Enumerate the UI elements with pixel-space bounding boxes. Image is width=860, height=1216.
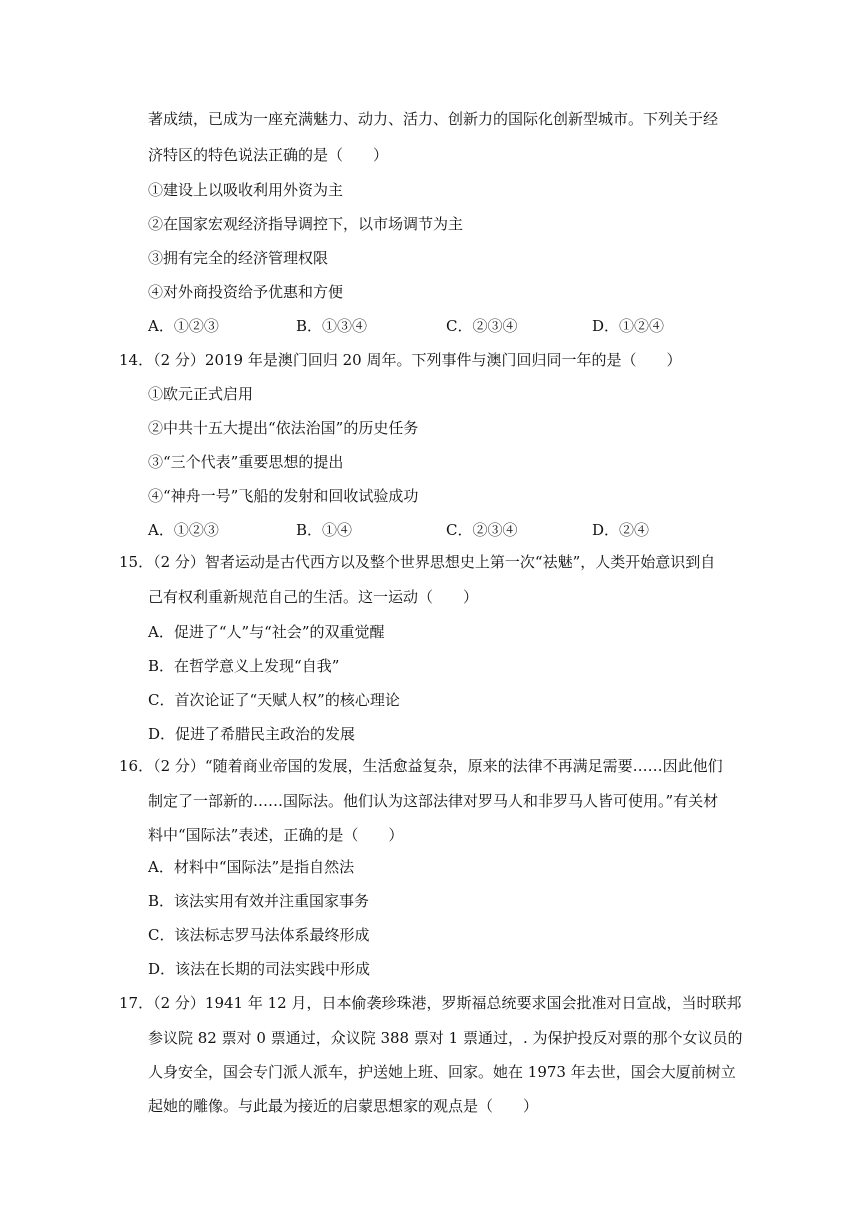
q13-option-b: B．①③④ — [296, 317, 368, 335]
q13-option-a: A．①②③ — [148, 317, 219, 335]
q16-stem-line-1: 16．（2 分）“随着商业帝国的发展，生活愈益复杂，原来的法律不再满足需要……因此他们 — [119, 757, 723, 775]
q15-stem-line-1: 15．（2 分）智者运动是古代西方以及整个世界思想史上第一次“祛魅”，人类开始意识到自 — [119, 553, 716, 571]
q17-stem-line-1: 17．（2 分）1941 年 12 月，日本偷袭珍珠港，罗斯福总统要求国会批准对日宣战，当时联邦 — [119, 994, 742, 1012]
q13-continuation-line-2: 济特区的特色说法正确的是（ ） — [148, 146, 389, 164]
q15-option-a: A．促进了“人”与“社会”的双重觉醒 — [148, 623, 385, 641]
q16-option-a: A．材料中“国际法”是指自然法 — [148, 858, 355, 876]
q15-option-d: D．促进了希腊民主政治的发展 — [148, 725, 356, 743]
q15-stem-line-2: 己有权利重新规范自己的生活。这一运动（ ） — [148, 588, 479, 606]
q13-item-2: ②在国家宏观经济指导调控下，以市场调节为主 — [148, 215, 464, 233]
q16-option-d: D．该法在长期的司法实践中形成 — [148, 960, 371, 978]
q13-item-1: ①建设上以吸收利用外资为主 — [148, 181, 344, 199]
q13-option-d: D．①②④ — [592, 317, 665, 335]
q15-option-c: C．首次论证了“天赋人权”的核心理论 — [148, 691, 400, 709]
q17-stem-line-4: 起她的雕像。与此最为接近的启蒙思想家的观点是（ ） — [148, 1097, 539, 1115]
q13-item-4: ④对外商投资给予优惠和方便 — [148, 283, 344, 301]
q14-option-d: D．②④ — [592, 521, 650, 539]
q16-stem-line-2: 制定了一部新的……国际法。他们认为这部法律对罗马人和非罗马人皆可使用。”有关材 — [148, 792, 719, 810]
q16-option-c: C．该法标志罗马法体系最终形成 — [148, 926, 370, 944]
q16-option-b: B．该法实用有效并注重国家事务 — [148, 892, 370, 910]
q17-stem-line-3: 人身安全，国会专门派人派车，护送她上班、回家。她在 1973 年去世，国会大厦前树立 — [148, 1063, 736, 1081]
q14-option-c: C．②③④ — [446, 521, 518, 539]
q14-item-2: ②中共十五大提出“依法治国”的历史任务 — [148, 419, 419, 437]
q14-option-b: B．①④ — [296, 521, 353, 539]
q13-continuation-line-1: 著成绩，已成为一座充满魅力、动力、活力、创新力的国际化创新型城市。下列关于经 — [148, 110, 719, 128]
q16-stem-line-3: 料中“国际法”表述，正确的是（ ） — [148, 826, 404, 844]
q14-item-4: ④“神舟一号”飞船的发射和回收试验成功 — [148, 487, 419, 505]
q14-item-3: ③“三个代表”重要思想的提出 — [148, 453, 344, 471]
q15-option-b: B．在哲学意义上发现“自我” — [148, 657, 340, 675]
q13-item-3: ③拥有完全的经济管理权限 — [148, 249, 329, 267]
q13-option-c: C．②③④ — [446, 317, 518, 335]
q14-item-1: ①欧元正式启用 — [148, 385, 254, 403]
q14-stem: 14．（2 分）2019 年是澳门回归 20 周年。下列事件与澳门回归同一年的是（ ） — [119, 351, 682, 369]
q14-option-a: A．①②③ — [148, 521, 219, 539]
q17-stem-line-2: 参议院 82 票对 0 票通过，众议院 388 票对 1 票通过，. 为保护投反对票的那个女议员的 — [148, 1029, 743, 1047]
